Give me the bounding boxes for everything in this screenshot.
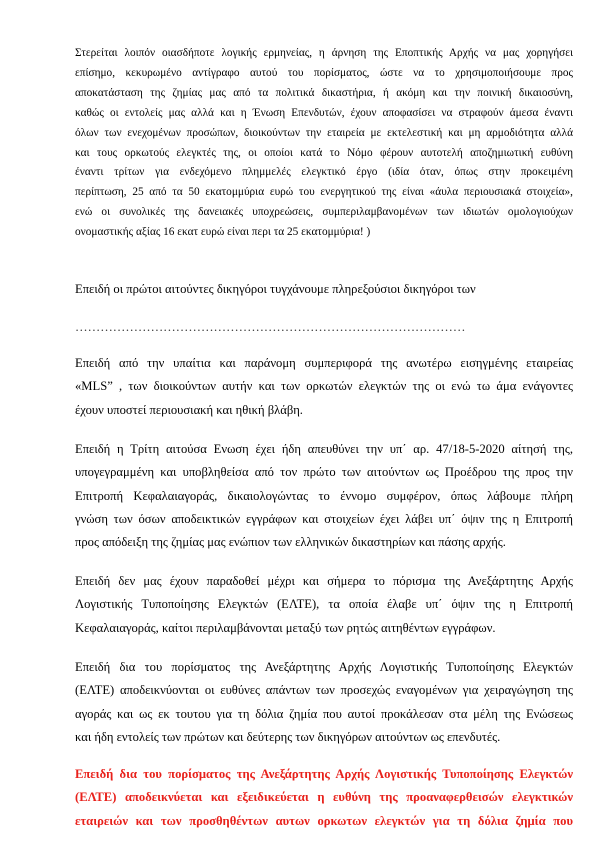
paragraph-highlighted-auditors: [75, 763, 573, 833]
text-line: επίσημο, κεκυρωμένο αντίγραφο αυτού του πορίσματος, ώστε να το χρησιμοποιήσουμε προς: [75, 66, 573, 79]
text-line: προς απόδειξη της ζημίας μας ενώπιον των ελληνικών δικαστηρίων και πάσης αρχής.: [75, 535, 506, 550]
text-line: ονομαστικής αξίας 16 εκατ ευρώ είναι περι τα 25 εκατομμύρια! ): [75, 226, 371, 239]
text-line: και τους ορκωτούς ελεγκτές της, οι οποίοι κατά το Νόμο φέρουν αυτοτελή αποζημιωτική ευθύνη: [75, 146, 573, 159]
text-line: Επιτροπή Κεφαλαιαγοράς, δικαιολογώντας το έννομο συμφέρον, όπως λάβουμε πλήρη: [75, 488, 573, 503]
text-line: Στερείται λοιπόν οιασδήποτε λογικής ερμηνείας, η άρνηση της Εποπτικής Αρχής να μας χορηγήσει: [75, 47, 573, 59]
text-line: «MLS” , των διοικούντων αυτήν και των ορκωτών ελεγκτών της οι ενώ τω άμα ενάγοντες: [75, 379, 573, 394]
text-line: Επειδή οι πρώτοι αιτούντες δικηγόροι τυγχάνουμε πληρεξούσιοι δικηγόροι των: [75, 282, 476, 296]
text-line: (ΕΛΤΕ) αποδεικνύεται και εξειδικεύεται η ευθύνη της προαναφερθεισών ελεγκτικών: [75, 790, 573, 805]
text-line: καθώς οι εντολείς μας αλλά και η Ένωση Επενδυτών, έχουν αποφασίσει να στραφούν άμεσα έναντι: [75, 106, 573, 119]
paragraph-elte-findings: [75, 656, 573, 749]
text-line: έναντι τρίτων για ενδεχόμενο πλημμελές ελεγκτικό έργο (ιδία όταν, όπως στην προκειμένη: [75, 166, 573, 179]
text-line: περίπτωση, 25 από τα 50 εκατομμύρια ευρώ του ενεργητικού της είναι «άυλα περιουσιακά στοιχεία»,: [75, 186, 573, 199]
text-line: εταιρειών και των προσθηθέντων αυτων ορκωτων ελεγκτών για τη δόλια ζημία που: [75, 813, 573, 828]
text-line: όλων των ενεχομένων προσώπων, διοικούντων την εταιρεία με εκτελεστική και μη αρμοδιότητα αλλά: [75, 126, 573, 139]
text-line: Επειδή η Τρίτη αιτούσα Ενωση έχει ήδη απευθύνει την υπ΄ αρ. 47/18-5-2020 αίτησή της,: [75, 442, 573, 456]
paragraph-lawyers: [75, 279, 573, 299]
paragraph-damage: [75, 352, 573, 422]
text-line: αγοράς και ως εκ τουτου για τη δόλια ζημία που αυτοί προκάλεσαν στα μέλη της Ενώσεως: [75, 706, 573, 721]
text-line: Επειδή από την υπαίτια και παράνομη συμπεριφορά της ανωτέρω εισηγμένης εταιρείας: [75, 356, 573, 370]
text-line: ενώ οι συνολικές της δανειακές υποχρεώσεις, συμπεριλαμβανομένων των ιδιωτών ομολογιούχων: [75, 206, 573, 219]
text-line: Κεφαλαιαγοράς, καίτοι περιλαμβάνονται μεταξύ των ρητώς αιτηθέντων εγγράφων.: [75, 620, 496, 635]
text-line: γνώση των όσων αποδεικτικών εγγράφων και στοιχείων έχει λάβει υπ΄ όψιν της η Επιτροπή: [75, 511, 573, 526]
text-line: Επειδή δεν μας έχουν παραδοθεί μέχρι και σήμερα το πόρισμα της Ανεξάρτητης Αρχής: [75, 574, 573, 588]
text-line: …………………………………………………………………………………: [75, 320, 466, 334]
text-line: αποκατάσταση της ζημίας μας από τα πολιτικά δικαστήρια, ή ακόμη και την ποινική δικαιοσύνη,: [75, 86, 573, 99]
paragraph-dotted-placeholder: [75, 317, 573, 337]
paragraph-union-request: [75, 438, 573, 554]
text-line: (ΕΛΤΕ) αποδεικνύονται οι ευθύνες απάντων των προσεχώς εναγομένων για χειραγώγηση της: [75, 683, 573, 698]
text-line: Επειδή δια του πορίσματος της Ανεξάρτητης Αρχής Λογιστικής Τυποποίησης Ελεγκτών: [75, 767, 573, 781]
paragraph-refusal-reasoning: [75, 44, 573, 243]
text-line: Λογιστικής Τυποποίησης Ελεγκτών (ΕΛΤΕ), τα οποία έλαβε υπ΄ όψιν της η Επιτροπή: [75, 597, 573, 612]
text-line: έχουν υποστεί περιουσιακή και ηθική βλάβη.: [75, 402, 303, 417]
paragraph-not-delivered: [75, 570, 573, 640]
text-line: υπογεγραμμένη και υποβληθείσα από τον πρώτο των αιτούντων ως Προέδρου της προς την: [75, 465, 573, 480]
text-line: Επειδή δια του πορίσματος της Ανεξάρτητης Αρχής Λογιστικής Τυποποίησης Ελεγκτών: [75, 660, 573, 674]
text-line: και ήδη εντολείς των πρώτων και δεύτερης των δικηγόρων αιτούντων ως επενδυτές.: [75, 729, 501, 744]
